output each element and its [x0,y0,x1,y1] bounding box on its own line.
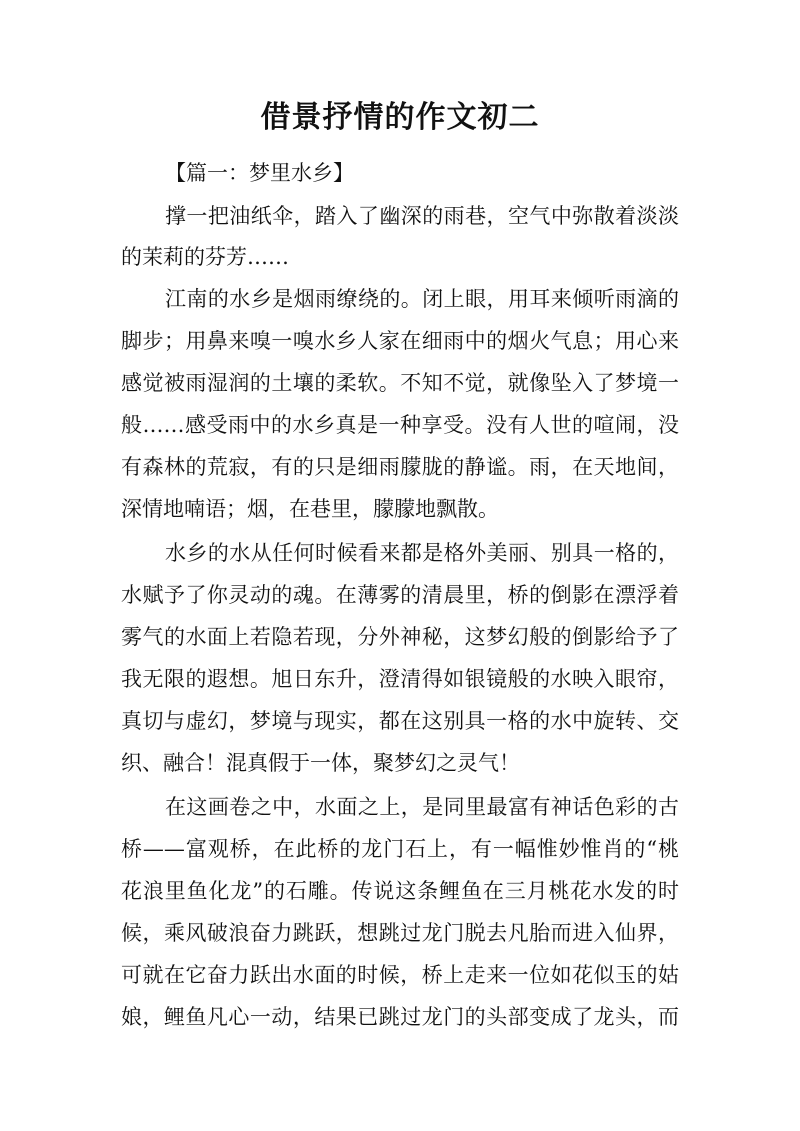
paragraph-line: 的茉莉的芬芳…… [121,245,289,269]
paragraph-line: 在这画卷之中，水面之上，是同里最富有神话色彩的古 [165,795,679,819]
paragraph-line: 脚步；用鼻来嗅一嗅水乡人家在细雨中的烟火气息；用心来 [121,329,679,353]
paragraph-line: 候，乘风破浪奋力跳跃，想跳过龙门脱去凡胎而进入仙界， [121,921,679,945]
paragraph-line: 织、融合！混真假于一体，聚梦幻之灵气！ [121,751,520,775]
paragraph-line: 水赋予了你灵动的魂。在薄雾的清晨里，桥的倒影在漂浮着 [121,583,679,607]
paragraph-line: 可就在它奋力跃出水面的时候，桥上走来一位如花似玉的姑 [121,963,679,987]
paragraph-line: 真切与虚幻，梦境与现实，都在这别具一格的水中旋转、交 [121,709,679,733]
paragraph-line: 花浪里鱼化龙”的石雕。传说这条鲤鱼在三月桃花水发的时 [121,879,679,903]
paragraph-line: 江南的水乡是烟雨缭绕的。闭上眼，用耳来倾听雨滴的 [165,287,679,311]
paragraph-line: 我无限的遐想。旭日东升，澄清得如银镜般的水映入眼帘， [121,667,679,691]
paragraph-line: 撑一把油纸伞，踏入了幽深的雨巷，空气中弥散着淡淡 [165,204,679,228]
paragraph-line: 娘，鲤鱼凡心一动，结果已跳过龙门的头部变成了龙头，而 [121,1005,679,1029]
paragraph-line: 桥——富观桥，在此桥的龙门石上，有一幅惟妙惟肖的“桃 [121,837,679,861]
document-title: 借景抒情的作文初二 [260,100,540,135]
section-heading: 【篇一：梦里水乡】 [165,161,354,185]
paragraph-line: 有森林的荒寂，有的只是细雨朦胧的静谧。雨，在天地间， [121,455,679,479]
paragraph-line: 雾气的水面上若隐若现，分外神秘，这梦幻般的倒影给予了 [121,625,679,649]
paragraph-line: 水乡的水从任何时候看来都是格外美丽、别具一格的， [165,541,679,565]
paragraph-line: 深情地喃语；烟，在巷里，朦朦地飘散。 [121,497,499,521]
paragraph-line: 般……感受雨中的水乡真是一种享受。没有人世的喧闹，没 [121,413,679,437]
paragraph-line: 感觉被雨湿润的土壤的柔软。不知不觉，就像坠入了梦境一 [121,371,679,395]
